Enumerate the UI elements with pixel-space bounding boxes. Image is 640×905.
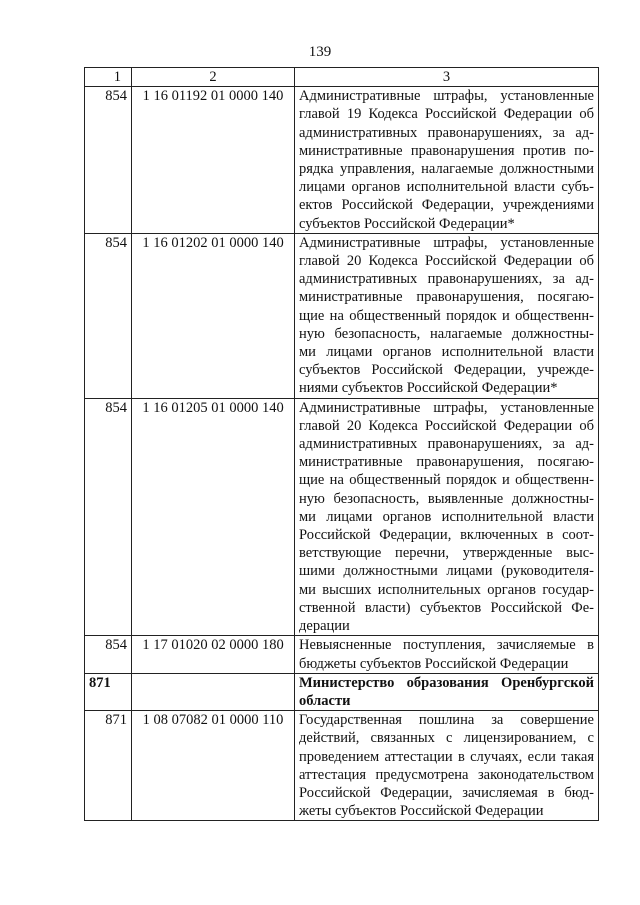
description-line: субъектов Российской Федерации, учрежде-	[299, 362, 594, 379]
description-line: области	[299, 692, 351, 709]
description-cell	[295, 636, 599, 673]
header-col-2: 2	[132, 68, 295, 87]
description-line: главой 20 Кодекса Российской Федерации об	[299, 417, 594, 434]
revenue-code-cell: 1 16 01205 01 0000 140	[132, 398, 295, 636]
table-row	[85, 87, 599, 234]
table-row	[85, 636, 599, 673]
section-row	[85, 673, 599, 710]
revenue-code-cell: 1 08 07082 01 0000 110	[132, 711, 295, 821]
description-line: ниями субъектов Российской Федерации*	[299, 380, 558, 397]
description-line: Невыясненные поступления, зачисляемые в	[299, 637, 594, 654]
description-line: субъектов Российской Федерации*	[299, 215, 515, 232]
description-line: ветствующие перечни, утвержденные выс-	[299, 545, 594, 562]
description-line: действий, связанных с лицензированием, с	[299, 730, 594, 747]
table-row	[85, 711, 599, 821]
page-number: 139	[308, 44, 332, 60]
admin-code-cell: 854	[85, 233, 132, 398]
header-col-1: 1	[85, 68, 132, 87]
description-cell	[295, 711, 599, 821]
revenue-code-cell: 1 16 01192 01 0000 140	[132, 87, 295, 234]
description-line: ектов Российской Федерации, учреждениями	[299, 197, 594, 214]
description-line: административных правонарушениях, за ад-	[299, 271, 594, 288]
description-line: Административные штрафы, установленные	[299, 399, 594, 416]
admin-code-cell: 854	[85, 636, 132, 673]
description-cell	[295, 398, 599, 636]
description-cell	[295, 87, 599, 234]
description-line: министративные правонарушения против по-	[299, 142, 594, 159]
description-line: главой 20 Кодекса Российской Федерации об	[299, 253, 594, 270]
description-line: главой 19 Кодекса Российской Федерации об	[299, 106, 594, 123]
admin-code-cell: 871	[85, 711, 132, 821]
admin-code-cell: 854	[85, 87, 132, 234]
description-line: Административные штрафы, установленные	[299, 234, 594, 251]
revenue-classification-table	[84, 67, 599, 821]
description-line: министративные правонарушения, посягаю-	[299, 289, 594, 306]
revenue-code-cell: 1 16 01202 01 0000 140	[132, 233, 295, 398]
description-line: лицами органов исполнительной власти субъ-	[299, 179, 594, 196]
description-line: щие на общественный порядок и общественн-	[299, 307, 594, 324]
admin-code-cell: 871	[85, 673, 132, 710]
description-line: ственной власти) субъектов Российской Фе-	[299, 599, 594, 616]
table-row	[85, 233, 599, 398]
description-line: дерации	[299, 618, 350, 635]
description-line: Российской Федерации, зачисляемая в бюд-	[299, 784, 594, 801]
description-line: Министерство образования Оренбургской	[299, 674, 594, 691]
description-line: щие на общественный порядок и общественн-	[299, 472, 594, 489]
description-line: ную безопасность, налагаемые должностны-	[299, 325, 594, 342]
header-col-3: 3	[295, 68, 599, 87]
revenue-code-cell	[132, 673, 295, 710]
description-line: ную безопасность, выявленные должностны-	[299, 490, 594, 507]
description-line: аттестация предусмотрена законодательством	[299, 766, 594, 783]
description-cell	[295, 233, 599, 398]
description-line: ми лицами органов исполнительной власти	[299, 508, 594, 525]
description-line: административных правонарушениях, за ад-	[299, 436, 594, 453]
revenue-code-cell: 1 17 01020 02 0000 180	[132, 636, 295, 673]
description-line: административных правонарушениях, за ад-	[299, 124, 594, 141]
table-header-row	[85, 68, 599, 87]
description-cell	[295, 673, 599, 710]
description-line: шими должностными лицами (руководителя-	[299, 563, 594, 580]
description-line: проведением аттестации в случаях, если такая	[299, 748, 594, 765]
description-line: Административные штрафы, установленные	[299, 88, 594, 105]
admin-code-cell: 854	[85, 398, 132, 636]
description-line: бюджеты субъектов Российской Федерации	[299, 655, 569, 672]
table-row	[85, 398, 599, 636]
description-line: Российской Федерации, включенных в соот-	[299, 527, 594, 544]
description-line: рядка управления, налагаемые должностными	[299, 161, 594, 178]
description-line: ми лицами органов исполнительной власти	[299, 344, 594, 361]
description-line: ми высших исполнительных органов государ-	[299, 581, 594, 598]
description-line: Государственная пошлина за совершение	[299, 712, 594, 729]
description-line: жеты субъектов Российской Федерации	[299, 803, 544, 820]
description-line: министративные правонарушения, посягаю-	[299, 454, 594, 471]
